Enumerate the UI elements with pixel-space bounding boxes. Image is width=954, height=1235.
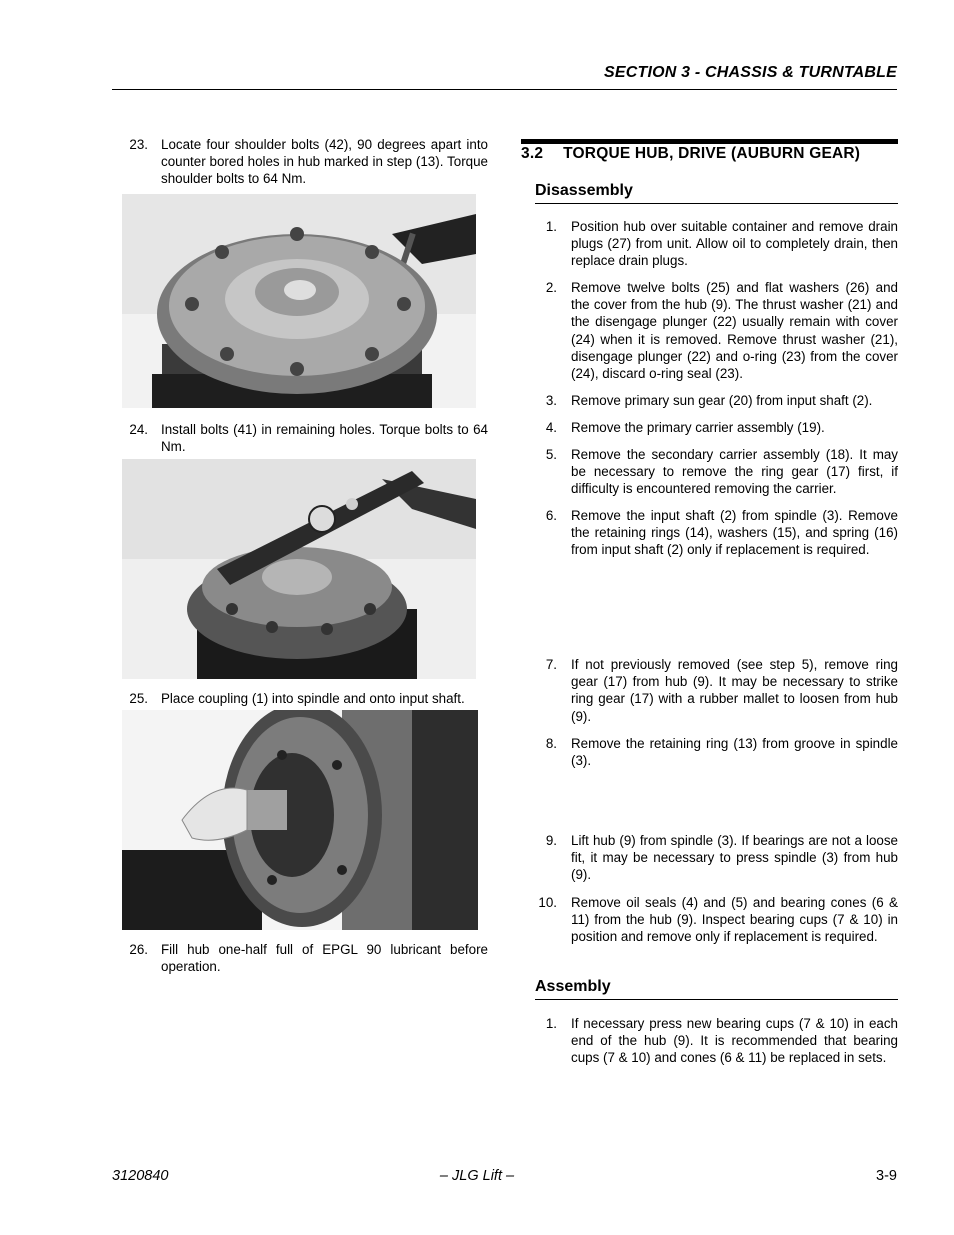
disassembly-step-6 [535,507,898,577]
step-text: Remove the secondary carrier assembly (18). It may be necessary to remove the ring gear (17) first, if difficulty is encountered removing the carrier. [571,447,898,497]
disassembly-step-2 [535,279,898,383]
disassembly-step-9 [535,832,898,884]
step-number: 7. [545,657,557,672]
header-rule [112,89,897,90]
assembly-heading: Assembly [535,978,611,995]
step-number: 1. [545,1016,557,1031]
step-text: Place coupling (1) into spindle and onto input shaft. [161,691,465,706]
disassembly-rule [535,203,898,204]
step-text: Remove twelve bolts (25) and flat washers (26) and the cover from the hub (9). The thrust washer (21) and the disengage plunger (22) usually remain with cover (24) when it is removed. Remove thrust washer (21), disengage plunger (22) and o-ring (23) from the cover (24), discard o-ring seal (23). [571,280,898,382]
photo-coupling-spindle [122,710,478,930]
step-number: 24. [129,422,148,437]
step-text: Locate four shoulder bolts (42), 90 degrees apart into counter bored holes in hub marked in step (13). Torque shoulder bolts to 64 Nm. [161,137,488,187]
step-number: 5. [545,447,557,462]
disassembly-heading: Disassembly [535,182,633,199]
disassembly-step-10 [535,894,898,964]
step-text: Install bolts (41) in remaining holes. Torque bolts to 64 Nm. [161,422,488,455]
assembly-step-1 [535,1015,898,1085]
step-23 [120,136,488,188]
step-number: 9. [545,833,557,848]
step-text: If necessary press new bearing cups (7 & 10) in each end of the hub (9). It is recommended that bearing cups (7 & 10) and cones (6 & 11) be replaced in sets. [571,1016,898,1066]
step-text: Remove the primary carrier assembly (19). [571,420,825,435]
section-name: TORQUE HUB, DRIVE (AUBURN GEAR) [563,145,861,162]
footer-page-number: 3-9 [876,1168,897,1184]
disassembly-step-4 [535,419,898,437]
photo-hub-shoulder-bolts [122,194,476,408]
disassembly-step-1 [535,218,898,270]
disassembly-step-5 [535,446,898,498]
section-bar [521,139,898,144]
step-text: Remove primary sun gear (20) from input shaft (2). [571,393,873,408]
step-number: 2. [545,280,557,295]
step-text: Remove oil seals (4) and (5) and bearing cones (6 & 11) from the hub (9). Inspect bearing cups (7 & 10) in position and remove only if replacement is required. [571,895,898,945]
disassembly-step-8 [535,735,898,771]
step-25 [120,690,488,708]
step-text: Remove the input shaft (2) from spindle (3). Remove the retaining rings (14), washers (15), and spring (16) from input shaft (2) only if replacement is required. [571,508,898,558]
section-title [521,145,860,163]
step-number: 6. [545,508,557,523]
assembly-rule [535,999,898,1000]
step-number: 23. [129,137,148,152]
section-number: 3.2 [521,145,544,162]
step-number: 8. [545,736,557,751]
step-number: 10. [538,895,557,910]
step-text: Position hub over suitable container and remove drain plugs (27) from unit. Allow oil to completely drain, then replace drain plugs. [571,219,898,269]
photo-torque-wrench [122,459,476,679]
disassembly-step-7 [535,656,898,726]
step-number: 25. [129,691,148,706]
step-text: Remove the retaining ring (13) from groove in spindle (3). [571,736,898,769]
step-number: 4. [545,420,557,435]
disassembly-step-3 [535,392,898,410]
footer-center-text: – JLG Lift – [439,1168,515,1184]
step-number: 26. [129,942,148,957]
step-number: 1. [545,219,557,234]
step-text: Lift hub (9) from spindle (3). If bearings are not a loose fit, it may be necessary to press spindle (3) from hub (9). [571,833,898,883]
step-24 [120,421,488,457]
step-26 [120,941,488,977]
section-header: SECTION 3 - CHASSIS & TURNTABLE [603,64,897,81]
step-number: 3. [545,393,557,408]
footer-doc-number: 3120840 [112,1168,169,1184]
step-text: Fill hub one-half full of EPGL 90 lubricant before operation. [161,942,488,975]
step-text: If not previously removed (see step 5), remove ring gear (17) from hub (9). It may be necessary to strike ring gear (17) with a rubber mallet to loosen from hub (9). [571,657,898,724]
